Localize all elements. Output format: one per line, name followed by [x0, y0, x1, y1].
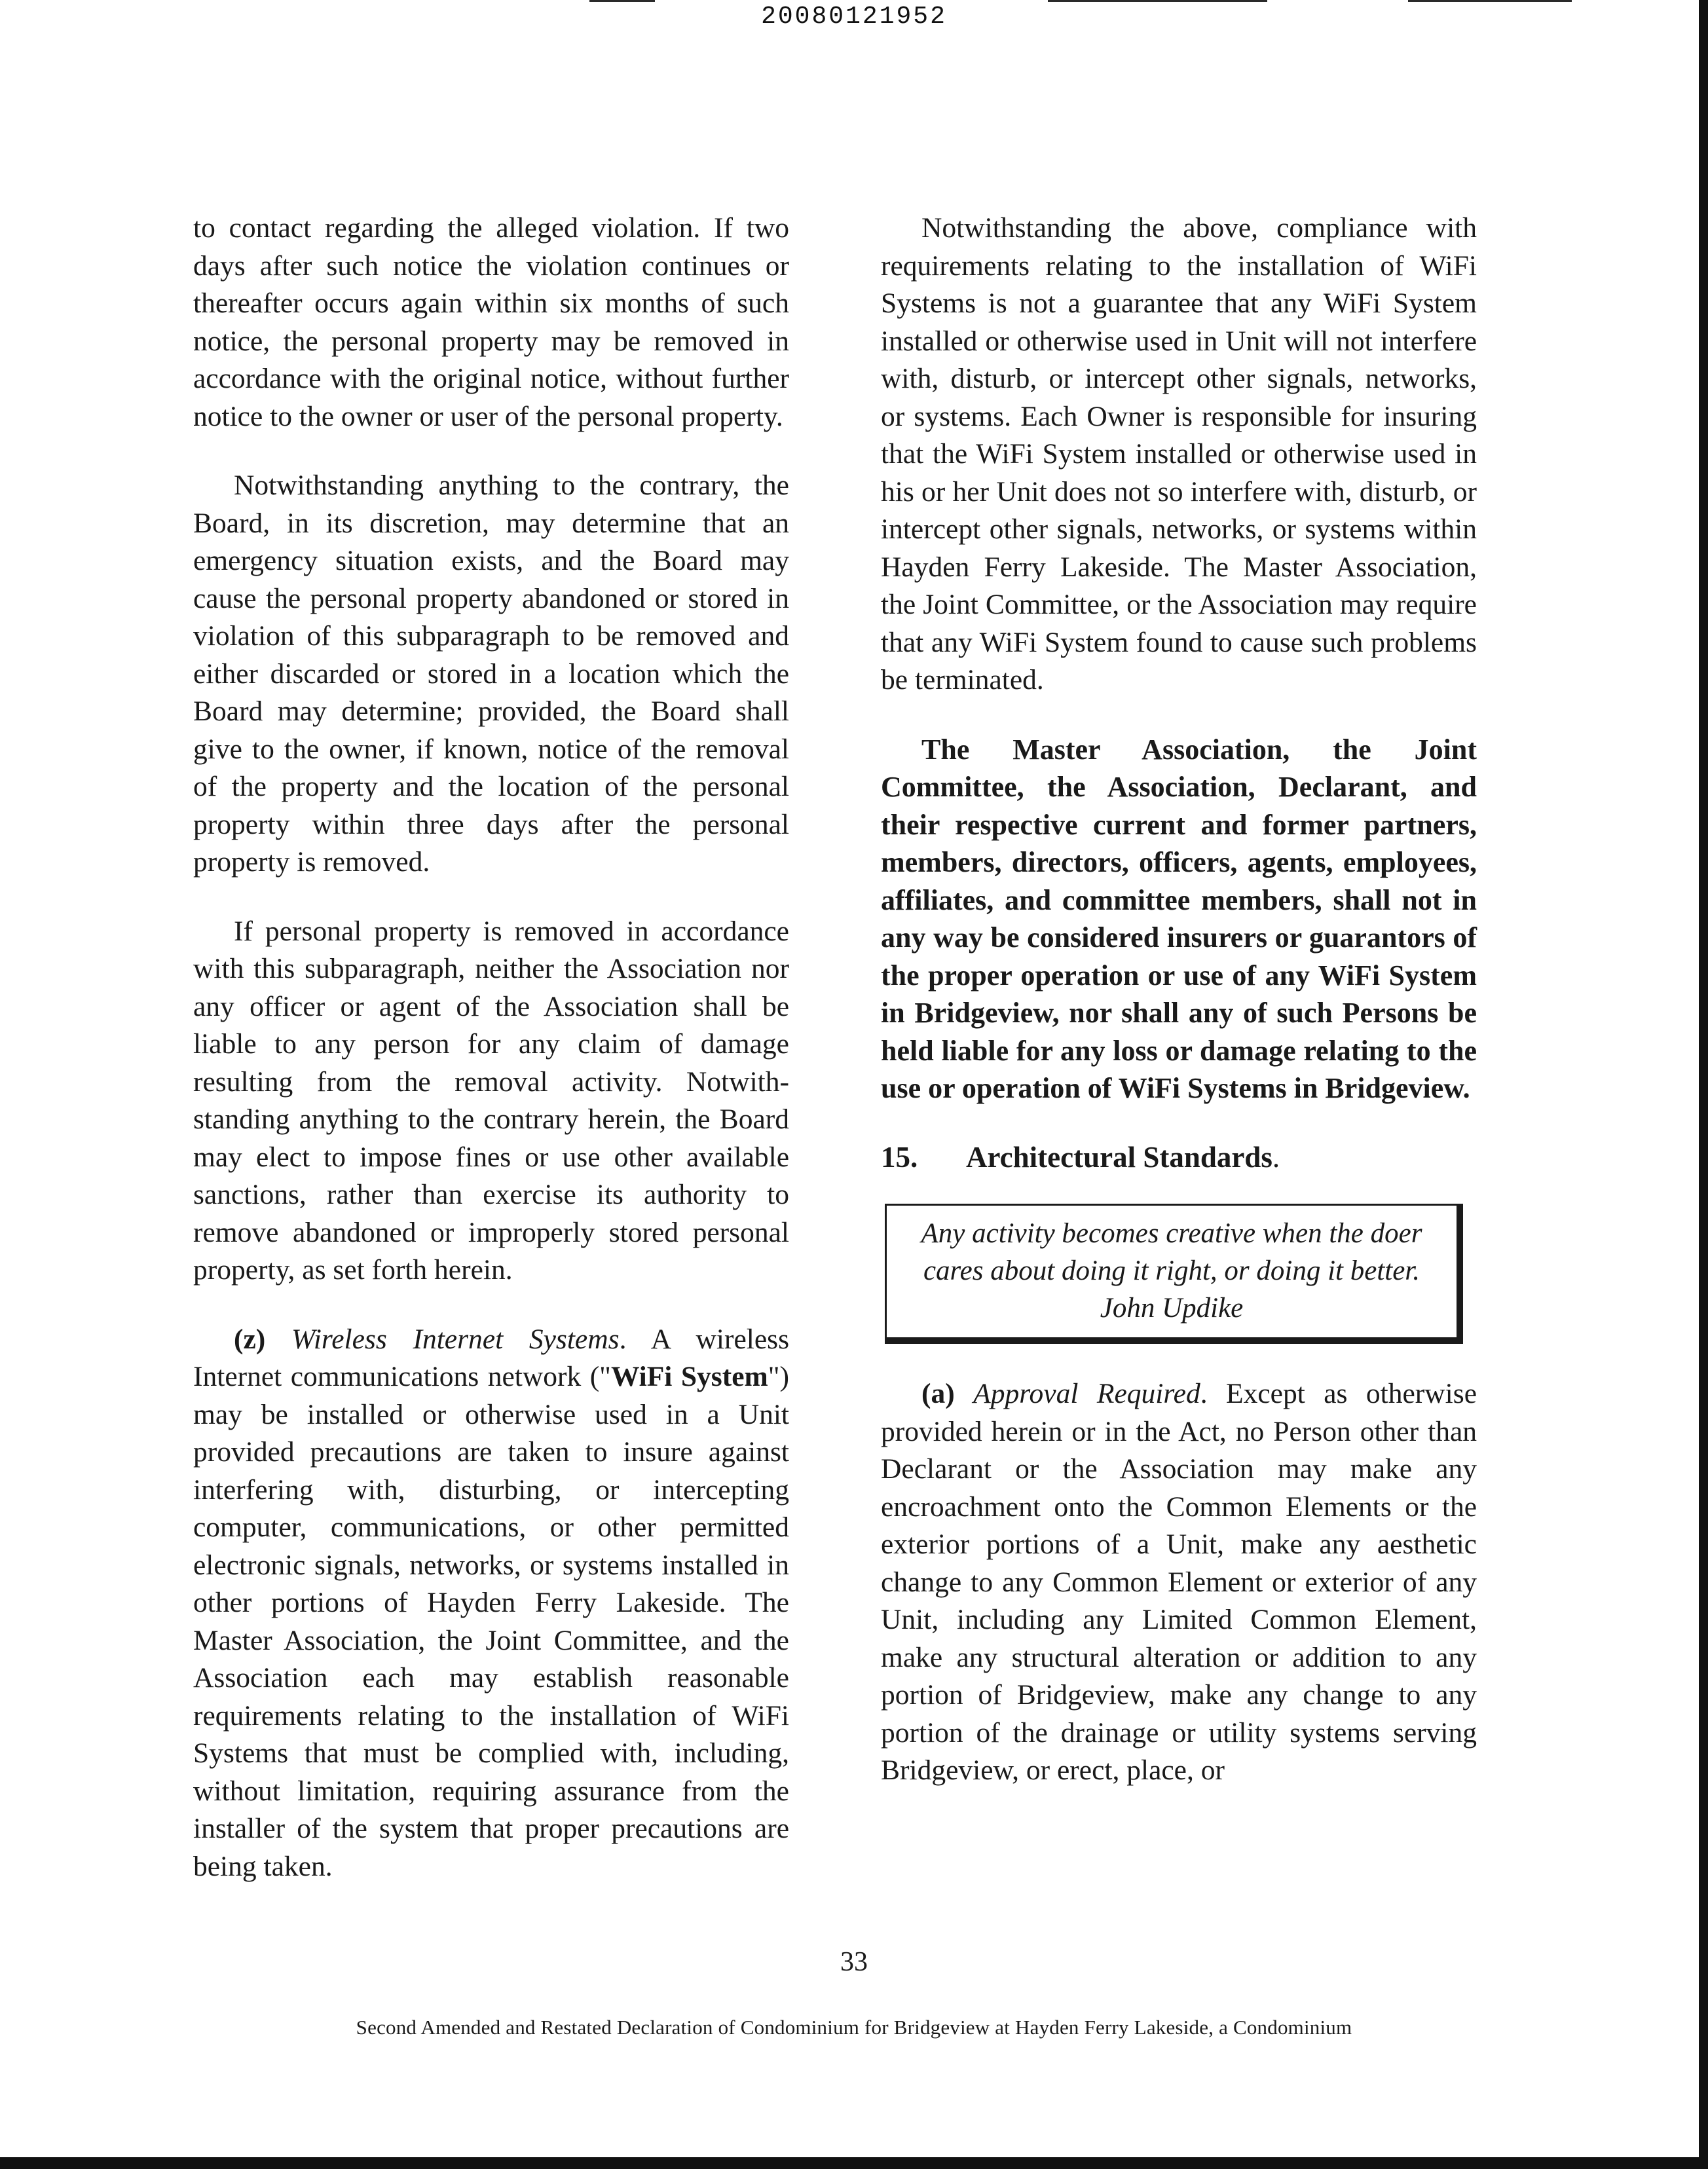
- wifi-text-b: ") may be installed or otherwise used in a Unit provided precautions are taken to insure against interfering with, disturbing, or intercepting computer, communications, or other permitted electronic signals, networks, or systems installed in other portions of Hayden Ferry Lakeside. The Master Association, the Joint Committee, and the Association each may establish reasonable requirements relating to the installation of WiFi Systems that must be complied with, including, without limitation, requiring assurance from the installer of the system that proper precautions are being taken.: [193, 1361, 789, 1882]
- left-paragraph-1: to contact regarding the alleged violation. If two days after such notice the violation continues or thereafter occurs again within six months of such notice, the personal property may be removed in accordance with the original notice, without further notice to the owner or user of the personal property.: [193, 212, 789, 432]
- section-title: Architectural Standards: [966, 1140, 1272, 1174]
- quote-author: John Updike: [1100, 1293, 1244, 1324]
- right-paragraph-approval: [881, 1375, 1477, 1790]
- subparagraph-title-wireless: Wireless Internet Systems: [291, 1323, 620, 1355]
- page-footer: Second Amended and Restated Declaration of Condominium for Bridgeview at Hayden Ferry Lakeside, a Condominium: [356, 2016, 1352, 2039]
- wifi-defined-term: WiFi System: [610, 1361, 768, 1392]
- scan-edge-bottom: [0, 2157, 1708, 2169]
- subparagraph-title-approval: Approval Required: [973, 1378, 1200, 1409]
- left-paragraph-3: If personal property is removed in accordance with this subparagraph, neither the Association nor any officer or agent of the Association shall be liable to any person for any claim of damage resulting from the removal activity. Notwithstanding anything to the contrary herein, the Board may elect to impose fines or use other available sanctions, rather than exercise its authority to remove abandoned or improperly stored personal property, as set forth herein.: [193, 915, 789, 1286]
- wifi-text-a: . A wireless Internet communications network (": [193, 1323, 790, 1392]
- right-paragraph-1: Notwithstanding the above, compliance with requirements relating to the installation of WiFi Systems is not a guarantee that any WiFi System installed or otherwise used in Unit will not interfere with, disturb, or intercept other signals, networks, or systems. Each Owner is responsible for insuring that the WiFi System installed or otherwise used in his or her Unit does not so interfere with, disturb, or intercept other signals, networks, or systems within Hayden Ferry Lakeside. The Master Association, the Joint Committee, or the Association may require that any WiFi System found to cause such problems be terminated.: [881, 212, 1477, 695]
- quote-line-1: Any activity becomes creative when the doer: [921, 1218, 1422, 1249]
- right-column: [881, 210, 1477, 1821]
- scan-line-top-center: [1048, 0, 1267, 2]
- scan-edge-right: [1699, 0, 1708, 2169]
- scan-line-top-left: [589, 0, 655, 2]
- scan-line-top-right: [1408, 0, 1572, 2]
- quote-box: [885, 1204, 1463, 1344]
- section-title-period: .: [1272, 1140, 1280, 1174]
- left-column: [193, 210, 789, 1917]
- page-number: 33: [840, 1947, 868, 1977]
- left-paragraph-wifi: [193, 1321, 789, 1886]
- subparagraph-label-a: (a): [921, 1378, 955, 1409]
- section-heading-15: [881, 1139, 1477, 1177]
- document-number: 20080121952: [761, 3, 947, 31]
- subparagraph-label-z: (z): [234, 1323, 266, 1355]
- left-paragraph-2: Notwithstanding anything to the contrary, the Board, in its discretion, may determine that an emergency situation exists, and the Board may cause the personal property abandoned or stored in violation of this subparagraph to be removed and either discarded or stored in a location which the Board may determine; provided, the Board shall give to the owner, if known, notice of the removal of the property and the location of the personal property within three days after the personal property is removed.: [193, 470, 789, 878]
- section-title-wrap: [966, 1139, 1280, 1177]
- approval-text: . Except as otherwise provided herein or in the Act, no Person other than Declarant or the Association may make any encroachment onto the Common Elements or the exterior portions of a Unit, make any aesthetic change to any Common Element or exterior of any Unit, including any Limited Common Element, make any structural alteration or addition to any portion of Bridgeview, make any change to any portion of the drainage or utility systems serving Bridgeview, or erect, place, or: [881, 1378, 1477, 1786]
- quote-line-2: cares about doing it right, or doing it better.: [923, 1255, 1420, 1286]
- right-paragraph-disclaimer: The Master Association, the Joint Committee, the Association, Declarant, and their respective current and former partners, members, directors, officers, agents, employees, affiliates, and committee members, shall not in any way be considered insurers or guarantors of the proper operation or use of any WiFi System in Bridgeview, nor shall any of such Persons be held liable for any loss or damage relating to the use or operation of WiFi Systems in Bridgeview.: [881, 733, 1477, 1104]
- section-number: 15.: [881, 1140, 918, 1174]
